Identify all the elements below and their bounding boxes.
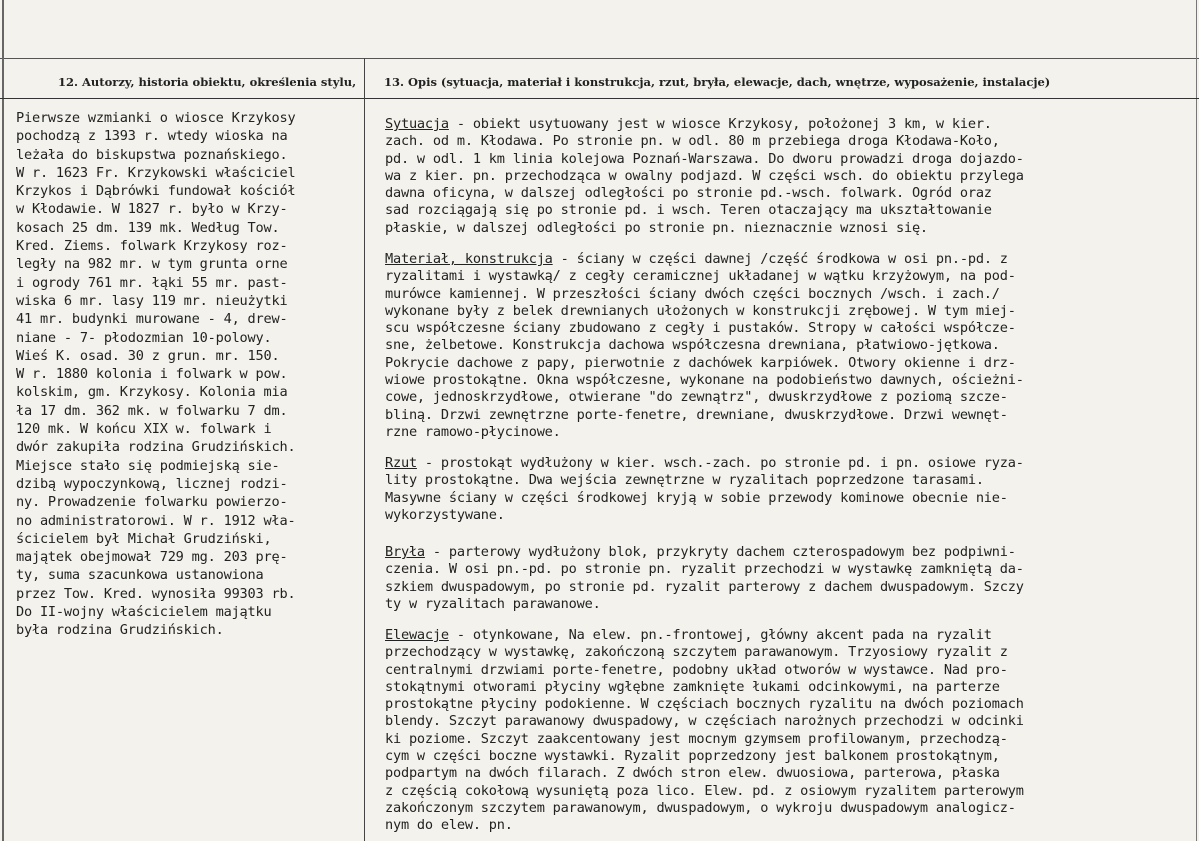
section-heading: Rzut <box>385 455 417 471</box>
section-first-line <box>385 544 1024 561</box>
history-line: no administratorowi. W r. 1912 wła- <box>16 512 296 529</box>
section-first-text: - prostokąt wydłużony w kier. wsch.-zach. po stronie pd. i pn. osiowe ryza- <box>416 455 1024 471</box>
section-line: podpartym na dwóch filarach. Z dwóch stron elew. dwuosiowa, parterowa, płaska <box>385 765 1000 782</box>
header-history: 12. Autorzy, historia obiektu, określenia stylu, <box>58 75 357 89</box>
history-line: legły na 982 mr. w tym grunta orne <box>16 256 288 273</box>
section-first-line <box>385 116 1024 133</box>
section-line: wiowe prostokątne. Okna współczesne, wykonane na podobieństwo dawnych, ościeżni- <box>385 372 1024 389</box>
section-line: ryzalitami i wystawką/ z cegły ceramicznej układanej w wątku krzyżowym, na pod- <box>385 268 1016 285</box>
history-line: ty, suma szacunkowa ustanowiona <box>16 567 264 584</box>
section-line: wykonane były z belek drewnianych ułożonych w konstrukcji zrębowej. W tym miej- <box>385 302 1016 319</box>
history-line: W r. 1880 kolonia i folwark w pow. <box>16 366 288 383</box>
section-line: z częścią cokołową wysuniętą poza lico. Elew. pd. z osiowym ryzalitem parterowym <box>385 782 1024 799</box>
section-first-text: - parterowy wydłużony blok, przykryty dachem czterospadowym bez podpiwni- <box>424 544 1016 560</box>
history-line: była rodzina Grudzińskich. <box>16 622 224 639</box>
section-line: wa z kier. pn. przechodząca w owalny podjazd. W części wsch. do obiektu przylega <box>385 167 1024 184</box>
section-line: ty w ryzalitach parawanowe. <box>385 595 601 612</box>
column-divider <box>364 58 365 841</box>
history-line: 120 mk. W końcu XIX w. folwark i <box>16 421 272 438</box>
form-top-rule <box>0 58 1199 59</box>
section-elewacje <box>385 627 1024 835</box>
section-line: przechodzący w wystawkę, zakończoną szczytem parawanowym. Trzyosiowy ryzalit z <box>385 644 1008 661</box>
section-sytuacja <box>385 116 1024 237</box>
section-first-line <box>385 627 1024 644</box>
section-line: rzne ramowo-płycinowe. <box>385 423 561 440</box>
history-line: Pierwsze wzmianki o wiosce Krzykosy <box>16 110 296 126</box>
history-line: w Kłodawie. W 1827 r. było w Krzy- <box>16 201 288 218</box>
section-line: stokątnymi otworami płyciny wgłębne zamknięte łukami odcinkowymi, na parterze <box>385 678 1000 695</box>
section-heading: Elewacje <box>385 627 449 643</box>
section-line: sad rozciągają się po stronie pd. i wsch. Teren otaczający ma ukształtowanie <box>385 202 992 219</box>
section-line: pd. w odl. 1 km linia kolejowa Poznań-Warszawa. Do dworu prowadzi droga dojazdo- <box>385 150 1024 167</box>
section-heading: Sytuacja <box>385 116 449 132</box>
history-line: ścicielem był Michał Grudziński, <box>16 530 272 547</box>
section-line: cowe, jednoskrzydłowe, otwierane "do zewnątrz", dwuskrzydłowe z poziomą szcze- <box>385 389 1008 406</box>
history-line: majątek obejmował 729 mg. 203 prę- <box>16 549 288 566</box>
section-line: lity prostokątne. Dwa wejścia zewnętrzne w ryzalitach poprzedzone tarasami. <box>385 472 984 489</box>
section-line: zakończonym szczytem parawanowym, dwuspadowym, o wykroju dwuspadowym analogicz- <box>385 799 1016 816</box>
form-left-border <box>2 0 4 841</box>
section-line: zach. od m. Kłodawa. Po stronie pn. w odl. 80 m przebiega droga Kłodawa-Koło, <box>385 133 1000 150</box>
history-line: W r. 1623 Fr. Krzykowski właściciel <box>16 164 296 181</box>
section-line: sne, żelbetowe. Konstrukcja dachowa współczesna drewniana, płatwiowo-jętkowa. <box>385 337 1000 354</box>
section-line: płaskie, w dalszej odległości po stronie pn. nieznacznie wznosi się. <box>385 219 928 236</box>
section-first-text: - ściany w części dawnej /część środkowa w osi pn.-pd. z <box>552 251 1008 267</box>
section-line: bliną. Drzwi zewnętrzne porte-fenetre, drewniane, dwuskrzydłowe. Drzwi wewnęt- <box>385 406 1008 423</box>
history-line: niane - 7- płodozmian 10-polowy. <box>16 329 272 346</box>
section-first-line <box>385 251 1024 268</box>
section-bryla <box>385 544 1024 613</box>
section-first-line <box>385 455 1024 472</box>
history-line: Miejsce stało się podmiejską sie- <box>16 457 280 474</box>
history-line: pochodzą z 1393 r. wtedy wioska na <box>16 128 288 145</box>
section-line: murówce kamiennej. W przeszłości ściany dwóch części bocznych /wsch. i zach./ <box>385 285 1000 302</box>
history-column <box>16 109 361 640</box>
history-line: przez Tow. Kred. wynosiła 99303 rb. <box>16 585 296 602</box>
history-line: Do II-wojny właścicielem majątku <box>16 604 272 621</box>
section-rzut <box>385 455 1024 524</box>
history-line: ny. Prowadzenie folwarku powierzo- <box>16 494 288 511</box>
header-rule <box>0 98 1199 99</box>
history-line: kosach 25 dm. 139 mk. Według Tow. <box>16 219 280 236</box>
section-line: wykorzystywane. <box>385 506 505 523</box>
section-line: scu współczesne ściany zbudowano z cegły i pustaków. Stropy w całości współcze- <box>385 320 1016 337</box>
section-line: Masywne ściany w części środkowej kryją w sobie przewody kominowe obecnie nie- <box>385 489 1008 506</box>
section-line: Pokrycie dachowe z papy, pierwotnie z dachówek karpiówek. Otwory okienne i drz- <box>385 354 1016 371</box>
section-line: dawna oficyna, w dalszej odległości po stronie pd.-wsch. folwark. Ogród oraz <box>385 185 992 202</box>
history-line: leżała do biskupstwa poznańskiego. <box>16 146 288 163</box>
section-heading: Materiał, konstrukcja <box>385 251 553 267</box>
section-line: centralnymi drzwiami porte-fenetre, podobny układ otworów w wystawce. Nad pro- <box>385 661 1008 678</box>
section-line: cym w części boczne wystawki. Ryzalit poprzedzony jest balkonem prostokątnym, <box>385 748 1000 765</box>
history-line: dwór zakupiła rodzina Grudzińskich. <box>16 439 296 456</box>
history-line: kolskim, gm. Krzykosy. Kolonia mia <box>16 384 288 401</box>
section-heading: Bryła <box>385 544 425 560</box>
header-description: 13. Opis (sytuacja, materiał i konstrukcja, rzut, bryła, elewacje, dach, wnętrze, wyposażenie, instalacje) <box>384 75 1051 89</box>
history-line: Wieś K. osad. 30 z grun. mr. 150. <box>16 347 280 364</box>
history-line: Krzykos i Dąbrówki fundował kościół <box>16 183 296 200</box>
history-line: wiska 6 mr. lasy 119 mr. nieużytki <box>16 292 288 309</box>
section-first-text: - obiekt usytuowany jest w wiosce Krzykosy, położonej 3 km, w kier. <box>448 116 992 132</box>
history-line: i ogrody 761 mr. łąki 55 mr. past- <box>16 274 288 291</box>
section-line: blendy. Szczyt parawanowy dwuspadowy, w częściach narożnych przechodzi w odcinki <box>385 713 1024 730</box>
section-line: prostokątne płyciny podokienne. W częściach bocznych ryzalitu na dwóch poziomach <box>385 696 1024 713</box>
section-first-text: - otynkowane, Na elew. pn.-frontowej, główny akcent pada na ryzalit <box>448 627 992 643</box>
history-line: 41 mr. budynki murowane - 4, drew- <box>16 311 288 328</box>
history-line: ła 17 dm. 362 mk. w folwarku 7 dm. <box>16 402 288 419</box>
section-material <box>385 251 1024 441</box>
form-right-border <box>1196 0 1197 841</box>
section-line: nym do elew. pn. <box>385 817 513 834</box>
section-line: szkiem dwuspadowym, po stronie pd. ryzalit parterowy z dachem dwuspadowym. Szczy <box>385 578 1024 595</box>
history-line: dzibą wypoczynkową, licznej rodzi- <box>16 475 288 492</box>
section-line: czenia. W osi pn.-pd. po stronie pn. ryzalit przechodzi w wystawkę zamkniętą da- <box>385 561 1024 578</box>
history-line: Kred. Ziems. folwark Krzykosy roz- <box>16 238 288 255</box>
section-line: ki poziome. Szczyt zaakcentowany jest mocnym gzymsem profilowanym, przechodzą- <box>385 730 1008 747</box>
